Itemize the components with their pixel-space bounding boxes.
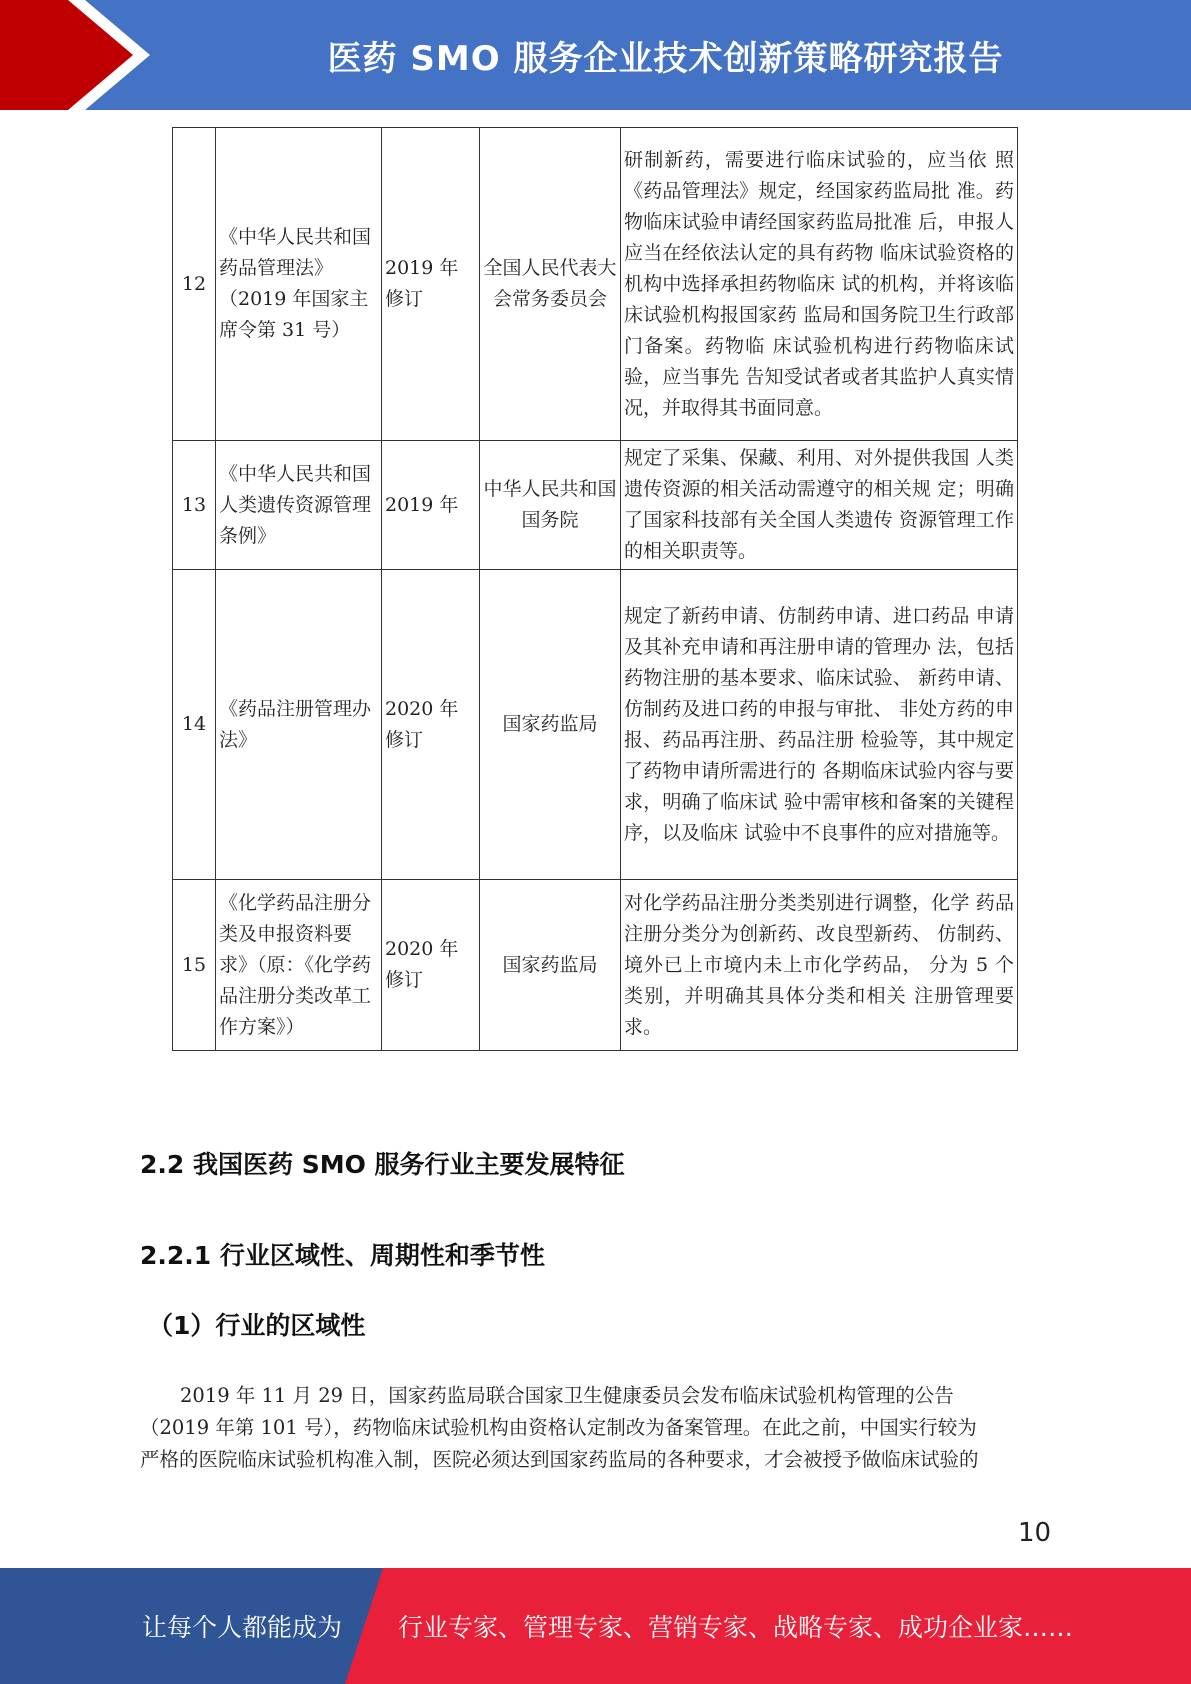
regulation-issuer: 全国人民代表大会常务委员会 xyxy=(480,128,621,441)
row-number: 14 xyxy=(173,570,216,880)
regulation-description: 规定了采集、保藏、利用、对外提供我国 人类遗传资源的相关活动需遵守的相关规 定；明确了国家科技部有关全国人类遗传 资源管理工作的相关职责等。 xyxy=(621,441,1018,570)
page-number: 10 xyxy=(1018,1518,1052,1548)
footer-slogan-right: 行业专家、管理专家、营销专家、战略专家、成功企业家…… xyxy=(398,1613,1074,1642)
regulation-description: 规定了新药申请、仿制药申请、进口药品 申请及其补充申请和再注册申请的管理办 法，包括药物注册的基本要求、临床试验、 新药申请、仿制药及进口药的申报与审批、 非处方药的申报、药品再注册、药品注册 检验等，其中规定了药物申请所需进行的 各期临床试验内容与要求，明确了临床试 验中需审核和备案的关键程序，以及临床 试验中不良事件的应对措施等。 xyxy=(621,570,1018,880)
regulation-year: 2019 年修订 xyxy=(382,128,480,441)
page-header xyxy=(0,0,1191,110)
regulation-description: 研制新药，需要进行临床试验的，应当依 照《药品管理法》规定，经国家药监局批 准。药物临床试验申请经国家药监局批准 后，申报人应当在经依法认定的具有药物 临床试验资格的机构中选择承担药物临床 试的机构，并将该临床试验机构报国家药 监局和国务院卫生行政部门备案。药物临 床试验机构进行药物临床试验，应当事先 告知受试者或者其监护人真实情况，并取得其书面同意。 xyxy=(621,128,1018,441)
page-footer xyxy=(0,1568,1191,1684)
regulation-name: 《中华人民共和国药品管理法》（2019 年国家主席令第 31 号） xyxy=(216,128,382,441)
subsection-heading: 2.2.1 行业区域性、周期性和季节性 xyxy=(140,1241,545,1270)
regulation-name: 《中华人民共和国人类遗传资源管理条例》 xyxy=(216,441,382,570)
regulation-year: 2019 年 xyxy=(382,441,480,570)
paragraph-line: （2019 年第 101 号），药物临床试验机构由资格认定制改为备案管理。在此之前，中国实行较为 xyxy=(140,1416,977,1439)
regulation-issuer: 国家药监局 xyxy=(480,570,621,880)
footer-slogan-left: 让每个人都能成为 xyxy=(142,1613,343,1642)
row-number: 13 xyxy=(173,441,216,570)
regulation-name: 《药品注册管理办法》 xyxy=(216,570,382,880)
table-row xyxy=(173,441,1018,570)
regulation-issuer: 中华人民共和国国务院 xyxy=(480,441,621,570)
paragraph-line: 严格的医院临床试验机构准入制，医院必须达到国家药监局的各种要求，才会被授予做临床试验的 xyxy=(140,1448,979,1471)
regulation-year: 2020 年修订 xyxy=(382,880,480,1051)
table-row xyxy=(173,128,1018,441)
regulation-name: 《化学药品注册分类及申报资料要求》（原：《化学药品注册分类改革工作方案》） xyxy=(216,880,382,1051)
row-number: 15 xyxy=(173,880,216,1051)
regulation-description: 对化学药品注册分类类别进行调整，化学 药品注册分类分为创新药、改良型新药、 仿制药、境外已上市境内未上市化学药品， 分为 5 个类别，并明确其具体分类和相关 注册管理要求。 xyxy=(621,880,1018,1051)
row-number: 12 xyxy=(173,128,216,441)
table-row xyxy=(173,570,1018,880)
regulation-year: 2020 年修订 xyxy=(382,570,480,880)
body-paragraph xyxy=(140,1380,1052,1476)
table-row xyxy=(173,880,1018,1051)
paragraph-line: 2019 年 11 月 29 日，国家药监局联合国家卫生健康委员会发布临床试验机构管理的公告 xyxy=(180,1384,954,1407)
regulation-issuer: 国家药监局 xyxy=(480,880,621,1051)
regulations-table xyxy=(172,127,1018,1051)
sub-subsection-heading: （1）行业的区域性 xyxy=(148,1311,366,1340)
section-heading: 2.2 我国医药 SMO 服务行业主要发展特征 xyxy=(140,1150,625,1179)
report-title: 医药 SMO 服务企业技术创新策略研究报告 xyxy=(327,38,1004,79)
